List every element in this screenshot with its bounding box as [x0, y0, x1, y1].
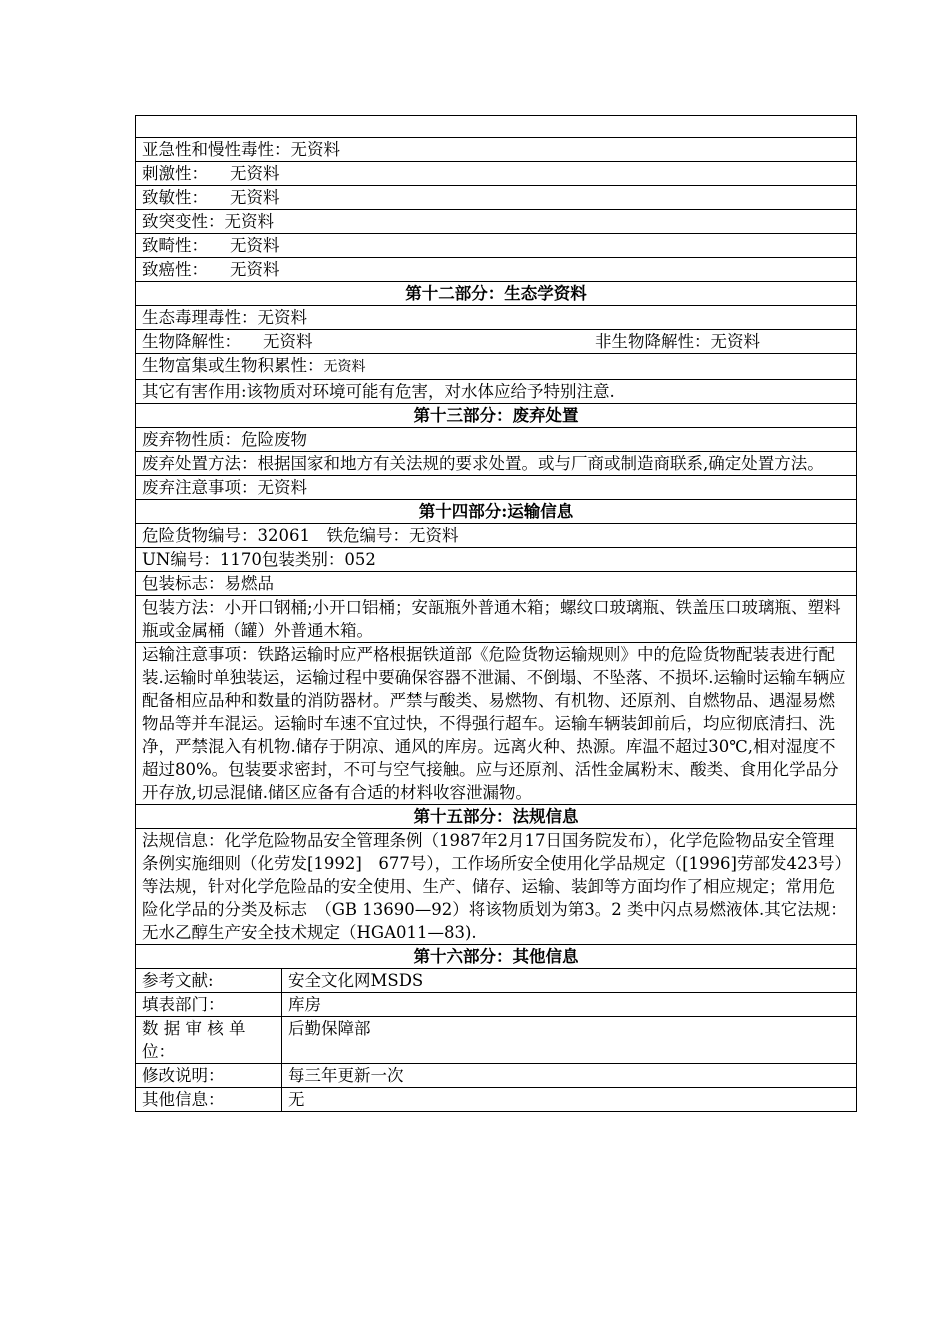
bioaccumulation-label: 生物富集或生物积累性： [142, 356, 324, 375]
sensitization-label: 致敏性： [142, 188, 208, 207]
msds-table [135, 115, 857, 1112]
ecotoxicity: 生态毒理毒性：无资料 [136, 306, 857, 330]
disposal-notes: 废弃注意事项：无资料 [136, 476, 857, 500]
packaging-method: 包装方法：小开口钢桶;小开口铝桶；安瓿瓶外普通木箱；螺纹口玻璃瓶、铁盖压口玻璃瓶、塑料瓶或金属桶（罐）外普通木箱。 [136, 596, 857, 643]
acute-chronic-toxicity: 亚急性和慢性毒性：无资料 [136, 138, 857, 162]
carcinogenicity-label: 致癌性： [142, 260, 208, 279]
blank-row [136, 116, 857, 138]
info-label: 数 据 审 核 单 位： [136, 1017, 282, 1064]
info-label: 参考文献: [136, 969, 282, 993]
non-biodegradation: 非生物降解性：无资料 [595, 332, 760, 351]
bioaccumulation-row [136, 354, 857, 380]
dangerous-goods-number: 危险货物编号：32061 铁危编号：无资料 [136, 524, 857, 548]
mutagenicity: 致突变性：无资料 [136, 210, 857, 234]
sensitization-row [136, 186, 857, 210]
disposal-method: 废弃处置方法：根据国家和地方有关法规的要求处置。或与厂商或制造商联系,确定处置方法。 [136, 452, 857, 476]
section-12-title: 第十二部分：生态学资料 [136, 282, 857, 306]
section-14-title: 第十四部分:运输信息 [136, 500, 857, 524]
info-row [136, 969, 857, 993]
info-label: 其他信息： [136, 1088, 282, 1112]
waste-nature: 废弃物性质：危险废物 [136, 428, 857, 452]
section-13-title: 第十三部分：废弃处置 [136, 404, 857, 428]
packaging-mark: 包装标志：易燃品 [136, 572, 857, 596]
carcinogenicity-value: 无资料 [230, 260, 280, 279]
info-value: 每三年更新一次 [282, 1064, 857, 1088]
info-value: 安全文化网MSDS [282, 969, 857, 993]
teratogenicity-row [136, 234, 857, 258]
irritation-row [136, 162, 857, 186]
info-label: 填表部门： [136, 993, 282, 1017]
irritation-label: 刺激性： [142, 164, 208, 183]
regulatory-info: 法规信息：化学危险物品安全管理条例（1987年2月17日国务院发布），化学危险物品安全管理条例实施细则（化劳发[1992] 677号），工作场所安全使用化学品规定（[1996]劳部发423号）等法规，针对化学危险品的安全使用、生产、储存、运输、装卸等方面均作了相应规定；常用危险化学品的分类及标志 （GB 13690—92）将该物质划为第3。2 类中闪点易燃液体.其它法规：无水乙醇生产安全技术规定（HGA011—83). [136, 829, 857, 945]
bioaccumulation-value: 无资料 [323, 359, 366, 375]
info-row [136, 993, 857, 1017]
info-value: 无 [282, 1088, 857, 1112]
teratogenicity-label: 致畸性： [142, 236, 208, 255]
irritation-value: 无资料 [230, 164, 280, 183]
info-row [136, 1088, 857, 1112]
transport-notes: 运输注意事项：铁路运输时应严格根据铁道部《危险货物运输规则》中的危险货物配装表进行配装.运输时单独装运，运输过程中要确保容器不泄漏、不倒塌、不坠落、不损坏.运输时运输车辆应配备相应品种和数量的消防器材。严禁与酸类、易燃物、有机物、还原剂、自燃物品、遇湿易燃物品等并车混运。运输时车速不宜过快，不得强行超车。运输车辆装卸前后，均应彻底清扫、洗净，严禁混入有机物.储存于阴凉、通风的库房。远离火种、热源。库温不超过30℃,相对湿度不超过80%。包装要求密封，不可与空气接触。应与还原剂、活性金属粉末、酸类、食用化学品分开存放,切忌混储.储区应备有合适的材料收容泄漏物。 [136, 643, 857, 805]
section-16-title: 第十六部分：其他信息 [136, 945, 857, 969]
biodegradation-value: 无资料 [263, 332, 313, 351]
teratogenicity-value: 无资料 [230, 236, 280, 255]
other-harmful-effects: 其它有害作用:该物质对环境可能有危害，对水体应给予特别注意. [136, 380, 857, 404]
sensitization-value: 无资料 [230, 188, 280, 207]
info-row [136, 1064, 857, 1088]
carcinogenicity-row [136, 258, 857, 282]
info-label: 修改说明： [136, 1064, 282, 1088]
un-number: UN编号：1170包装类别：052 [136, 548, 857, 572]
info-row [136, 1017, 857, 1064]
info-value: 后勤保障部 [282, 1017, 857, 1064]
biodegradation-label: 生物降解性： [142, 332, 241, 351]
biodegradation-row [136, 330, 857, 354]
info-value: 库房 [282, 993, 857, 1017]
section-15-title: 第十五部分：法规信息 [136, 805, 857, 829]
